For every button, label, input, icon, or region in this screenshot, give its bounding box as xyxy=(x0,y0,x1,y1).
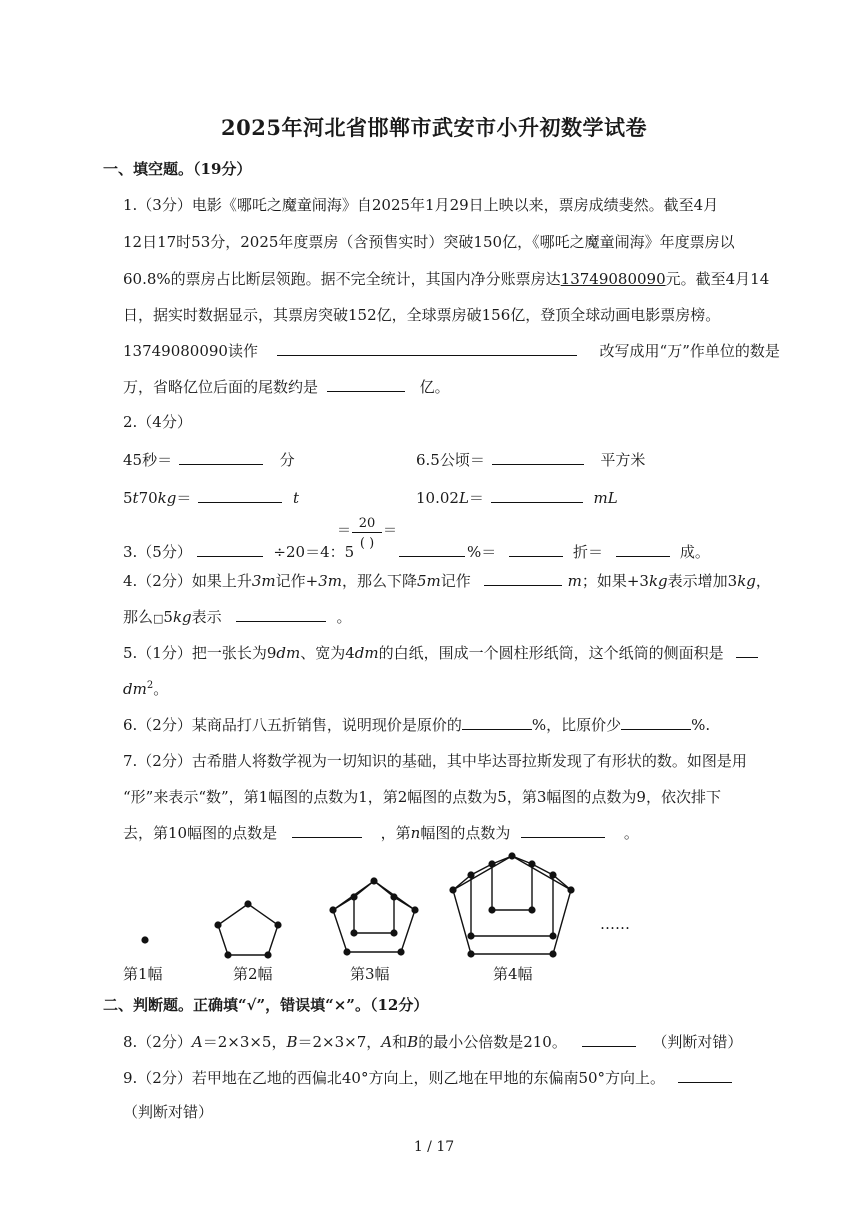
q1-box-office-number: 13749080090 xyxy=(560,270,666,288)
fig3-dot xyxy=(390,929,397,936)
fig4-mid-box xyxy=(471,875,553,936)
q5-line-2: $dm^2$。 xyxy=(123,680,169,698)
q3-line: 3.（5分） ÷20＝4：5 xyxy=(123,543,355,561)
q7-line-3: 去，第10幅图的点数是 ，第n幅图的点数为 。 xyxy=(123,824,639,842)
q3-fraction-numerator: 20 xyxy=(352,515,382,533)
fig2-dot xyxy=(224,951,231,958)
fig1-label: 第1幅 xyxy=(123,965,163,983)
q3-eq-2: ＝ xyxy=(383,523,397,539)
fig2-pentagon xyxy=(218,904,278,955)
fig4-dot xyxy=(488,906,495,913)
q8-line: 8.（2分）A＝2×3×5，B＝2×3×7，A和B的最小公倍数是210。 （判断对错） xyxy=(123,1033,743,1051)
fig4-dot xyxy=(528,860,535,867)
fig3-inner-top xyxy=(333,881,415,910)
fig4-dot xyxy=(467,932,474,939)
fig3-dot xyxy=(350,893,357,900)
fig4-dot xyxy=(528,906,535,913)
fig2-label: 第2幅 xyxy=(233,965,273,983)
q7-line-1: 7.（2分）古希腊人将数学视为一切知识的基础，其中毕达哥拉斯发现了有形状的数。如图是用 xyxy=(123,752,747,770)
q3-line-rest: %＝ 折＝ 成。 xyxy=(399,541,710,562)
q1-line-4: 日，据实时数据显示，其票房突破152亿，全球票房破156亿，登顶全球动画电影票房榜。 xyxy=(123,306,721,324)
q1-line-2: 12日17时53分，2025年度票房（含预售实时）突破150亿，《哪吒之魔童闹海》年度票房以 xyxy=(123,233,735,251)
q1-line-6: 万，省略亿位后面的尾数约是 亿。 xyxy=(123,378,450,396)
fig3-dot xyxy=(390,893,397,900)
fig4-dot xyxy=(549,950,556,957)
fig2-dot xyxy=(274,921,281,928)
q1-line-5: 13749080090读作 改写成用“万”作单位的数是 xyxy=(123,342,780,360)
section-1-heading: 一、填空题。（19分） xyxy=(103,160,252,178)
q7-line-2: “形”来表示“数”，第1幅图的点数为1，第2幅图的点数为5，第3幅图的点数为9，依次排下 xyxy=(123,788,721,806)
fig1-dot xyxy=(141,936,148,943)
fig4-dot xyxy=(549,871,556,878)
fig2-dot xyxy=(244,900,251,907)
section-2-heading: 二、判断题。正确填“√”，错误填“×”。（12分） xyxy=(103,996,429,1014)
q8-blank[interactable] xyxy=(582,1032,636,1047)
fig4-dot xyxy=(508,852,515,859)
fig3-dot xyxy=(411,906,418,913)
q4-line-2: 那么□5kg表示 。 xyxy=(123,608,352,626)
fig4-dot xyxy=(467,871,474,878)
fig3-dot xyxy=(329,906,336,913)
q2-item-b1: 5t70kg＝ t xyxy=(123,489,299,507)
fig4-dot xyxy=(449,886,456,893)
page-number: 1 / 17 xyxy=(413,1139,455,1155)
q2-item-b2: 10.02L＝ mL xyxy=(416,489,618,507)
q5-line-1: 5.（1分）把一张长为9dm、宽为4dm的白纸，围成一个圆柱形纸筒，这个纸筒的侧面积是 xyxy=(123,642,758,663)
q4-line-1: 4.（2分）如果上升3m记作+3m，那么下降5m记作 m；如果+3kg表示增加3kg， xyxy=(123,572,771,590)
fig4-dot xyxy=(488,860,495,867)
q3-fraction-denominator: ( ) xyxy=(359,536,375,551)
q9-line-1: 9.（2分）若甲地在乙地的西偏北40°方向上，则乙地在甲地的东偏南50°方向上。 xyxy=(123,1067,732,1088)
fig4-label: 第4幅 xyxy=(493,965,533,983)
q2-item-a2: 6.5公顷＝ 平方米 xyxy=(416,451,646,469)
q1-line-1: 1.（3分）电影《哪吒之魔童闹海》自2025年1月29日上映以来，票房成绩斐然。截至4月 xyxy=(123,196,719,214)
page-title: 2025年河北省邯郸市武安市小升初数学试卷 xyxy=(221,115,647,140)
q9-line-2: （判断对错） xyxy=(123,1103,214,1121)
fig3-dot xyxy=(370,877,377,884)
q2-heading: 2.（4分） xyxy=(123,413,192,431)
fig3-dot xyxy=(350,929,357,936)
missing-char-box: □ xyxy=(153,612,164,625)
fig4-dot xyxy=(467,950,474,957)
fig4-dot xyxy=(549,932,556,939)
fig2-dot xyxy=(214,921,221,928)
fig3-dot xyxy=(343,948,350,955)
fig3-inner-box xyxy=(354,897,394,933)
fig3-outer-pentagon xyxy=(333,881,415,952)
fig2-dot xyxy=(264,951,271,958)
q2-item-a1: 45秒＝ 分 xyxy=(123,451,295,469)
fig3-dot xyxy=(397,948,404,955)
ellipsis: …… xyxy=(600,915,630,933)
q9-blank[interactable] xyxy=(678,1068,732,1083)
fig4-inner-box xyxy=(492,864,532,910)
q1-line-3: 60.8%的票房占比断层领跑。据不完全统计，其国内净分账票房达13749080090元。截至4月14 xyxy=(123,270,770,288)
fig4-dot xyxy=(567,886,574,893)
q3-eq-1: ＝ xyxy=(337,523,351,539)
q6-line: 6.（2分）某商品打八五折销售，说明现价是原价的 %，比原价少 %. xyxy=(123,716,711,734)
fig3-label: 第3幅 xyxy=(350,965,390,983)
